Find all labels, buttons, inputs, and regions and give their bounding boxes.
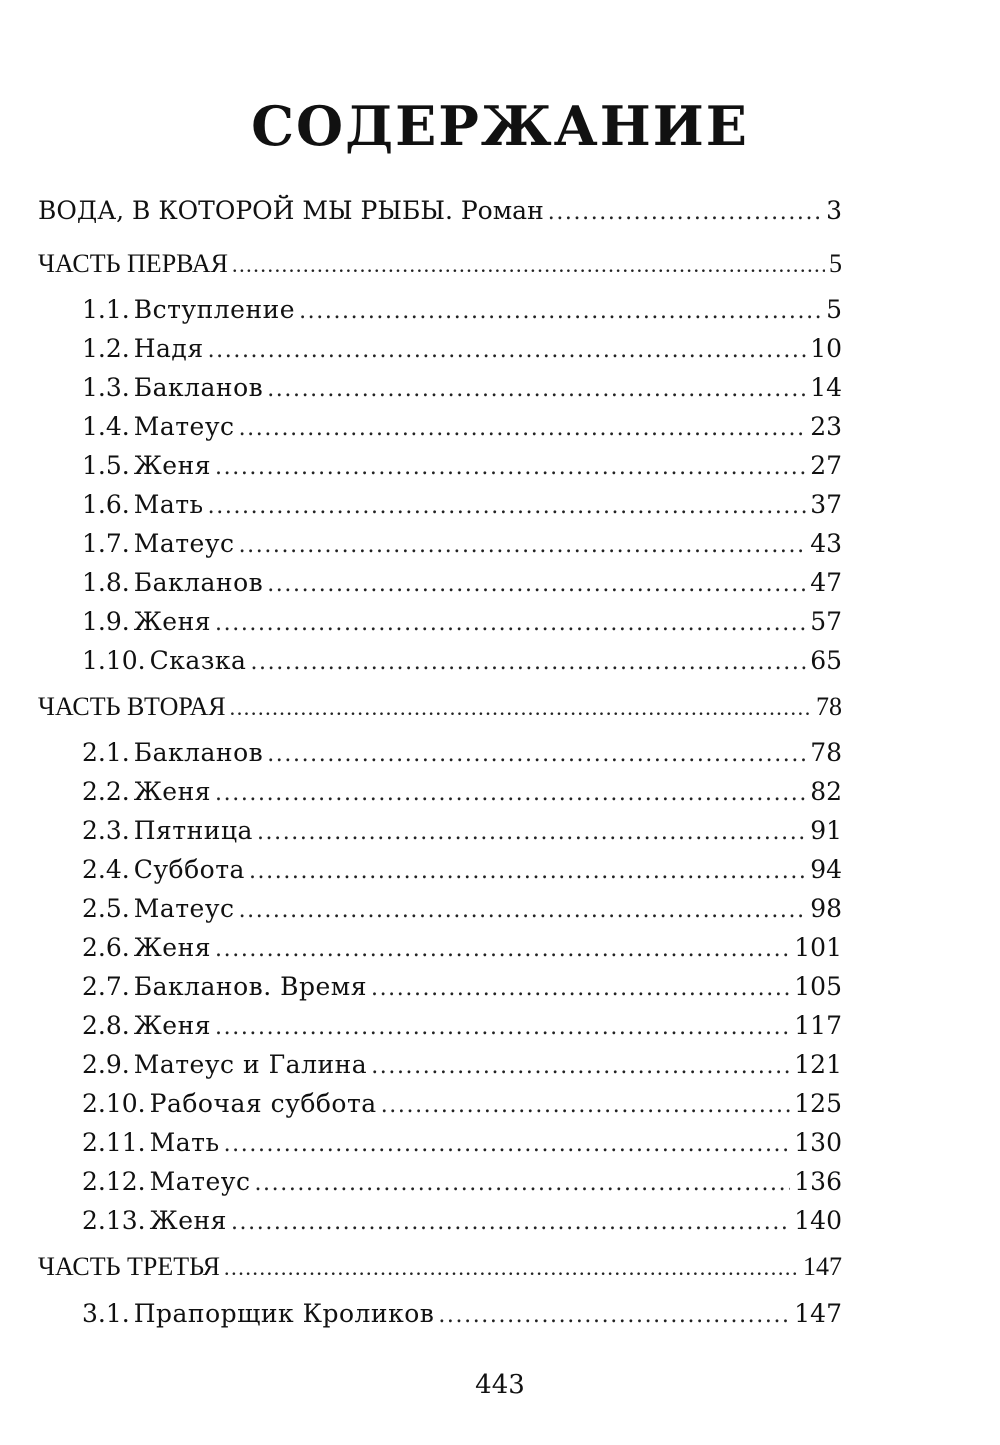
toc-entry[interactable] <box>82 488 842 522</box>
toc-part-2[interactable] <box>38 690 842 724</box>
toc-entry-page: 27 <box>810 451 842 480</box>
dot-leader <box>548 196 822 230</box>
toc-entry-number: 1.5. <box>82 451 130 480</box>
toc-entry-label: Матеус <box>133 412 235 441</box>
toc-entry-number: 2.13. <box>82 1206 146 1235</box>
dot-leader <box>254 1167 790 1201</box>
toc-entry-number: 2.5. <box>82 894 130 923</box>
dot-leader <box>215 933 790 967</box>
toc-entry[interactable] <box>82 1126 842 1160</box>
toc-part-1[interactable] <box>38 247 842 281</box>
page-title: СОДЕРЖАНИЕ <box>251 94 749 159</box>
toc-entry-number: 1.7. <box>82 529 130 558</box>
toc-entry-label: Прапорщик Кроликов <box>133 1299 435 1328</box>
toc-entry-number: 2.1. <box>82 738 130 767</box>
toc-entry-page: 136 <box>794 1167 842 1196</box>
dot-leader <box>267 568 806 602</box>
toc-part-label: ЧАСТЬ ВТОРАЯ <box>38 692 226 721</box>
toc-entry-label: Мать <box>149 1128 220 1157</box>
toc-entry-page: 23 <box>810 412 842 441</box>
dot-leader <box>371 972 790 1006</box>
toc-entry-number: 1.1. <box>82 295 130 324</box>
toc-entry-label: Женя <box>133 607 212 636</box>
toc-entry-label: Бакланов. Время <box>133 972 367 1001</box>
toc-entry-label: Матеус <box>133 529 235 558</box>
toc-entry-page: 37 <box>810 490 842 519</box>
toc-entry-label: Вступление <box>133 295 296 324</box>
toc-entry-number: 2.12. <box>82 1167 146 1196</box>
toc-part-page: 78 <box>816 692 842 721</box>
toc-entry-label: ВОДА, В КОТОРОЙ МЫ РЫБЫ. Роман <box>38 196 544 225</box>
dot-leader <box>371 1050 790 1084</box>
toc-entry-label: Женя <box>133 451 212 480</box>
toc-entry-number: 2.11. <box>82 1128 146 1157</box>
toc-entry[interactable] <box>82 1048 842 1082</box>
toc-entry-number: 2.3. <box>82 816 130 845</box>
toc-entry-number: 3.1. <box>82 1299 130 1328</box>
toc-entry-label: Матеус и Галина <box>133 1050 368 1079</box>
dot-leader <box>381 1089 791 1123</box>
dot-leader <box>215 777 806 811</box>
toc-part-page: 5 <box>829 249 842 278</box>
toc-entry-number: 1.8. <box>82 568 130 597</box>
toc-entry-novel[interactable] <box>38 194 842 228</box>
toc-entry[interactable] <box>82 293 842 327</box>
toc-entry-page: 5 <box>826 295 842 324</box>
dot-leader <box>224 1251 799 1285</box>
toc-part-3[interactable] <box>38 1250 842 1284</box>
toc-entry-label: Пятница <box>133 816 253 845</box>
toc-entry-number: 1.3. <box>82 373 130 402</box>
toc-entry-number: 1.9. <box>82 607 130 636</box>
toc-entry-number: 2.7. <box>82 972 130 1001</box>
toc-entry-label: Женя <box>133 933 212 962</box>
dot-leader <box>224 1128 791 1162</box>
toc-entry-number: 1.2. <box>82 334 130 363</box>
toc-entry[interactable] <box>82 1087 842 1121</box>
dot-leader <box>231 1206 790 1240</box>
toc-entry-page: 3 <box>826 196 842 225</box>
toc-entry[interactable] <box>82 814 842 848</box>
toc-entry[interactable] <box>82 970 842 1004</box>
toc-entry[interactable] <box>82 449 842 483</box>
toc-entry-page: 14 <box>810 373 842 402</box>
toc-entry-label: Бакланов <box>133 568 264 597</box>
toc-entry-page: 47 <box>810 568 842 597</box>
toc-entry-page: 94 <box>810 855 842 884</box>
toc-entry-page: 101 <box>794 933 842 962</box>
dot-leader <box>239 894 807 928</box>
toc-entry[interactable] <box>82 332 842 366</box>
dot-leader <box>257 816 806 850</box>
toc-entry-number: 2.4. <box>82 855 130 884</box>
toc-entry-number: 2.10. <box>82 1089 146 1118</box>
toc-entry-page: 121 <box>794 1050 842 1079</box>
toc-entry-page: 43 <box>810 529 842 558</box>
toc-entry-page: 91 <box>810 816 842 845</box>
dot-leader <box>250 646 806 680</box>
toc-entry-label: Матеус <box>133 894 235 923</box>
toc-entry-number: 2.9. <box>82 1050 130 1079</box>
toc-entry-page: 57 <box>810 607 842 636</box>
dot-leader <box>239 529 807 563</box>
dot-leader <box>267 373 806 407</box>
toc-part-label: ЧАСТЬ ТРЕТЬЯ <box>38 1252 221 1281</box>
toc-entry-label: Матеус <box>149 1167 251 1196</box>
toc-entry-label: Рабочая суббота <box>149 1089 377 1118</box>
toc-entry-label: Мать <box>133 490 204 519</box>
toc-entry-page: 105 <box>794 972 842 1001</box>
toc-entry-label: Женя <box>149 1206 227 1235</box>
toc-entry-label: Женя <box>133 777 212 806</box>
toc-entry-number: 1.4. <box>82 412 130 441</box>
toc-entry[interactable] <box>82 736 842 770</box>
toc-entry-number: 2.6. <box>82 933 130 962</box>
dot-leader <box>438 1299 790 1333</box>
toc-entry-number: 2.8. <box>82 1011 130 1040</box>
toc-entry-number: 2.2. <box>82 777 130 806</box>
dot-leader <box>208 490 807 524</box>
toc-entry-page: 125 <box>794 1089 842 1118</box>
toc-entry[interactable] <box>82 644 842 678</box>
toc-entry-page: 78 <box>810 738 842 767</box>
toc-entry[interactable] <box>82 931 842 965</box>
toc-entry[interactable] <box>82 1009 842 1043</box>
dot-leader <box>215 1011 790 1045</box>
toc-entry-page: 117 <box>794 1011 842 1040</box>
dot-leader <box>299 295 822 329</box>
toc-entry[interactable] <box>82 1204 842 1238</box>
toc-entry[interactable] <box>82 410 842 444</box>
dot-leader <box>239 412 807 446</box>
toc-part-page: 147 <box>803 1252 842 1281</box>
toc-entry-page: 82 <box>810 777 842 806</box>
toc-entry-page: 130 <box>794 1128 842 1157</box>
toc-entry-page: 140 <box>794 1206 842 1235</box>
toc-entry[interactable] <box>82 892 842 926</box>
dot-leader <box>249 855 806 889</box>
toc-entry[interactable] <box>82 1297 842 1331</box>
page-number: 443 <box>475 1370 525 1400</box>
dot-leader <box>215 451 806 485</box>
toc-entry-label: Суббота <box>133 855 245 884</box>
toc-entry-page: 147 <box>794 1299 842 1328</box>
toc-entry-page: 65 <box>810 646 842 675</box>
toc-entry[interactable] <box>82 605 842 639</box>
dot-leader <box>208 334 807 368</box>
dot-leader <box>215 607 806 641</box>
toc-entry[interactable] <box>82 775 842 809</box>
toc-entry[interactable] <box>82 371 842 405</box>
toc-entry-label: Бакланов <box>133 373 264 402</box>
toc-entry[interactable] <box>82 566 842 600</box>
toc-entry-page: 98 <box>810 894 842 923</box>
dot-leader <box>230 691 812 725</box>
toc-entry-label: Женя <box>133 1011 212 1040</box>
toc-entry-label: Бакланов <box>133 738 264 767</box>
toc-entry-label: Надя <box>133 334 204 363</box>
toc-entry-number: 1.10. <box>82 646 146 675</box>
toc-entry-number: 1.6. <box>82 490 130 519</box>
toc-entry[interactable] <box>82 1165 842 1199</box>
toc-part-label: ЧАСТЬ ПЕРВАЯ <box>38 249 228 278</box>
toc-entry-page: 10 <box>810 334 842 363</box>
dot-leader <box>267 738 806 772</box>
toc-entry[interactable] <box>82 527 842 561</box>
dot-leader <box>232 248 825 282</box>
toc-entry[interactable] <box>82 853 842 887</box>
toc-entry-label: Сказка <box>149 646 247 675</box>
